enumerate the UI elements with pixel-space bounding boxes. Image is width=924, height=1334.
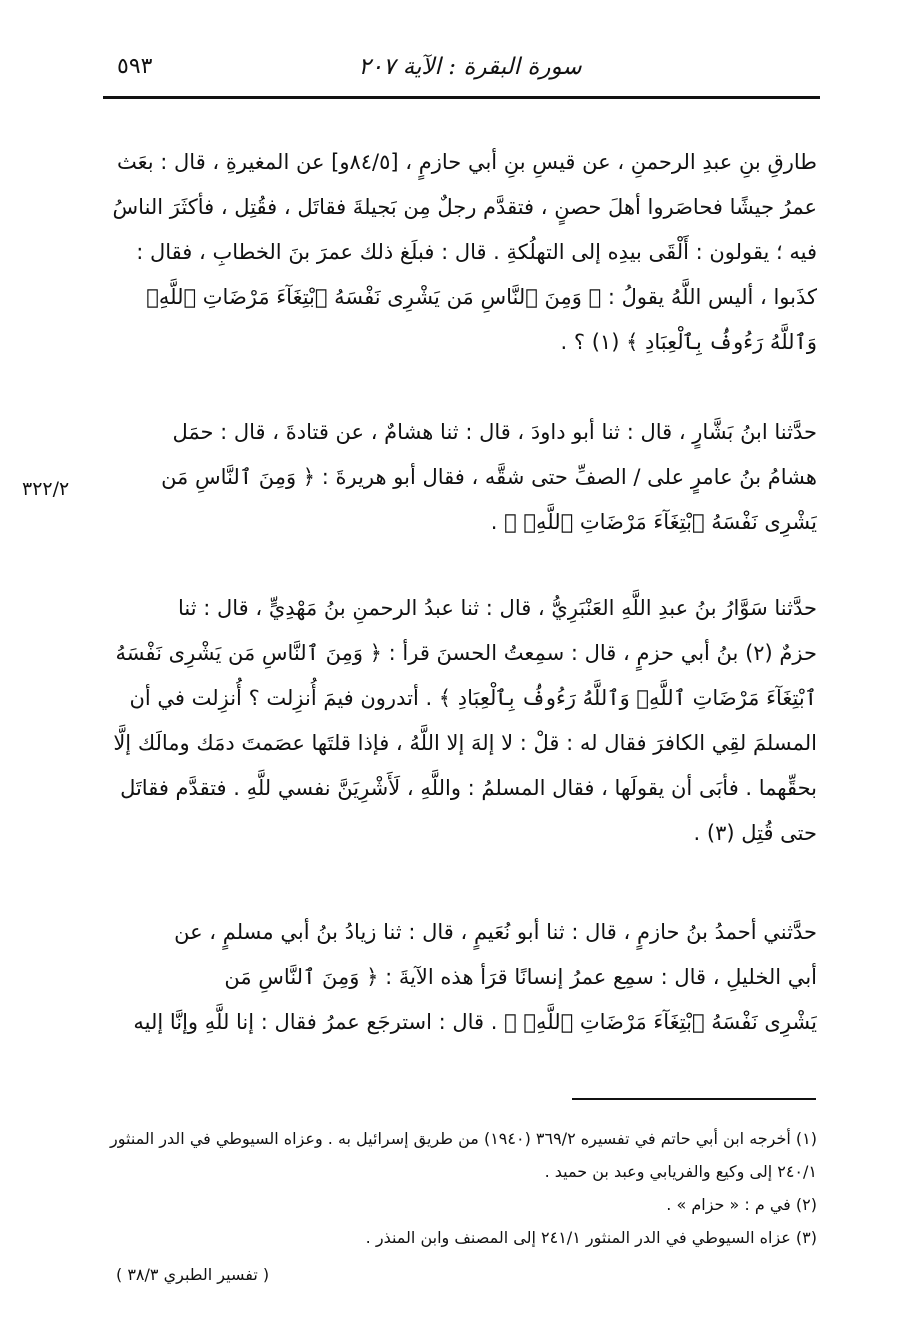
text-line: هشامُ بنُ عامرٍ على / الصفِّ حتى شقَّه ، فقال أبو هريرةَ : ﴿ وَمِنَ ٱلنَّاسِ مَن (161, 465, 817, 489)
text-line: فيه ؛ يقولون : أَلْقَى بيدِه إلى التهلُكةِ . قال : فبلَغ ذلك عمرَ بنَ الخطابِ ، فقال : (136, 240, 817, 264)
text-line: ٱبْتِغَآءَ مَرْضَاتِ ٱللَّهِۗ وَٱللَّهُ رَءُوفُۢ بِٱلْعِبَادِ ﴾ . أتدرون فيمَ أُنزِلت ؟ أُنزِلت في أن (129, 686, 817, 710)
text-line: حتى قُتِل (٣) . (693, 821, 817, 845)
text-line: عمرُ جيشًا فحاصَروا أهلَ حصنٍ ، فتقدَّم رجلٌ مِن بَجيلةَ فقاتَل ، فقُتِل ، فأكثَرَ الناسُ (112, 195, 817, 219)
page-number: ٥٩٣ (117, 54, 153, 79)
source-citation: ( تفسير الطبري ٣٨/٣ ) (116, 1265, 270, 1284)
paragraph-2 (105, 410, 817, 545)
text-line: حدَّثنا ابنُ بَشَّارٍ ، قال : ثنا أبو داودَ ، قال : ثنا هشامٌ ، عن قتادةَ ، قال : حمَل (172, 420, 817, 444)
running-title: سورة البقرة : الآية ٢٠٧ (358, 54, 582, 80)
text-line: حدَّثنا سَوَّارُ بنُ عبدِ اللَّهِ العَنْبَرِيُّ ، قال : ثنا عبدُ الرحمنِ بنُ مَهْدِيٍّ ، قال : ثنا (177, 596, 817, 620)
text-line: المسلمَ لقِي الكافرَ فقال له : قلْ : لا إلهَ إلا اللَّهُ ، فإذا قلتَها عصَمتَ دمَك ومالَك إلَّا (113, 731, 817, 755)
page-header (105, 48, 820, 96)
footnote-line: (٢) في م : « حزام » . (666, 1195, 817, 1214)
footnote-line: ٢٤٠/١ إلى وكيع والفريابي وعبد بن حميد . (544, 1162, 817, 1181)
text-line: حدَّثني أحمدُ بنُ حازمٍ ، قال : ثنا أبو نُعَيمٍ ، قال : ثنا زيادُ بنُ أبي مسلمٍ ، عن (174, 920, 817, 944)
paragraph-3 (105, 586, 817, 856)
footnote-line: (٣) عزاه السيوطي في الدر المنثور ٢٤١/١ إلى المصنف وابن المنذر . (365, 1228, 817, 1247)
footnotes (105, 1122, 817, 1254)
text-line: بحقِّهما . فأبَى أن يقولَها ، فقال المسلمُ : واللَّهِ ، لَأَشْرِيَنَّ نفسي للَّهِ . فتقدَّم فقاتَل (120, 776, 817, 800)
text-line: حزمٌ (٢) بنُ أبي حزمٍ ، قال : سمِعتُ الحسنَ قرأ : ﴿ وَمِنَ ٱلنَّاسِ مَن يَشْرِى نَفْسَهُ (115, 641, 817, 665)
text-line: أبي الخليلِ ، قال : سمِع عمرُ إنسانًا قرَأ هذه الآيةَ : ﴿ وَمِنَ ٱلنَّاسِ مَن (224, 965, 817, 989)
text-line: طارقِ بنِ عبدِ الرحمنِ ، عن قيسِ بنِ أبي حازمٍ ، [٨٤/٥و] عن المغيرةِ ، قال : بعَث (117, 150, 817, 174)
paragraph-4 (105, 910, 817, 1045)
text-line: وَٱللَّهُ رَءُوفُۢ بِٱلْعِبَادِ ﴾ (١) ؟ . (560, 330, 817, 354)
paragraph-1 (105, 140, 817, 365)
text-line: يَشْرِى نَفْسَهُ ٱبْتِغَآءَ مَرْضَاتِ ٱللَّهِۗ ﴾ . قال : استرجَع عمرُ فقال : إنا للَّهِ وإنَّا إليه (133, 1010, 817, 1034)
text-line: كذَبوا ، أليس اللَّهُ يقولُ : ﴿ وَمِنَ ٱلنَّاسِ مَن يَشْرِى نَفْسَهُ ٱبْتِغَآءَ مَرْضَاتِ ٱللَّهِۗ (146, 285, 817, 309)
header-divider (103, 96, 820, 99)
text-line: يَشْرِى نَفْسَهُ ٱبْتِغَآءَ مَرْضَاتِ ٱللَّهِۗ ﴾ . (490, 510, 817, 534)
margin-reference: ٣٢٢/٢ (22, 478, 70, 500)
footnote-divider (572, 1098, 816, 1100)
footnote-line: (١) أخرجه ابن أبي حاتم في تفسيره ٣٦٩/٢ (١٩٤٠) من طريق إسرائيل به . وعزاه السيوطي في الدر المنثور (110, 1129, 817, 1148)
